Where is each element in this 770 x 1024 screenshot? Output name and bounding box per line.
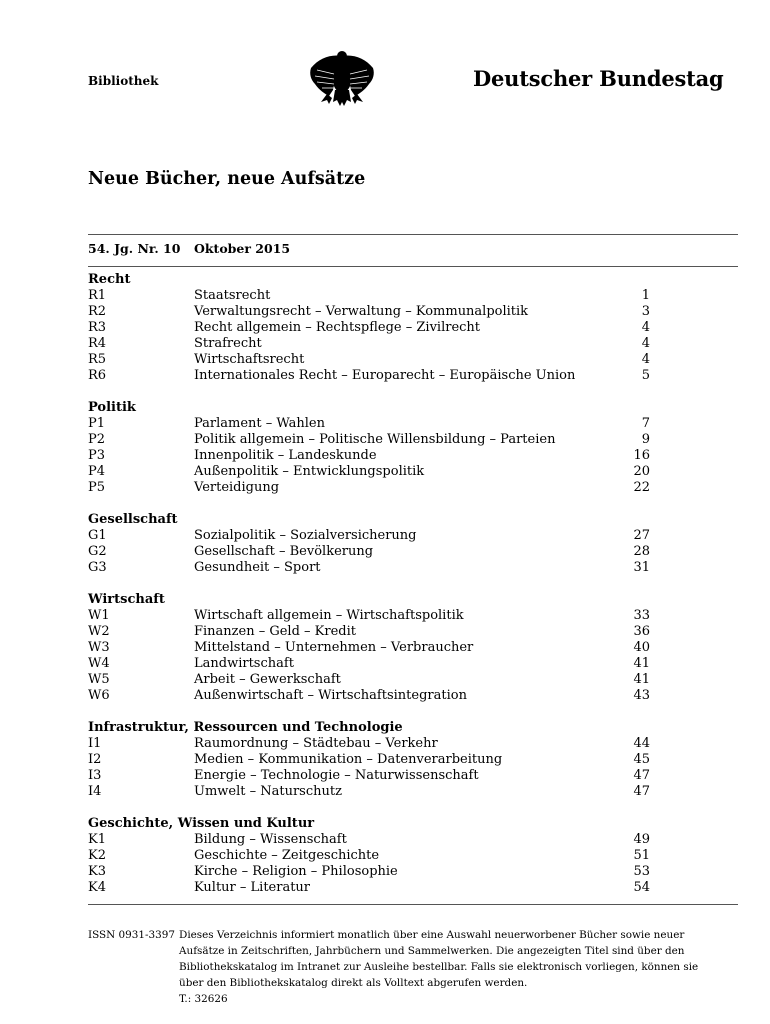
entry-page: 3 (641, 304, 650, 319)
entry-page: 16 (633, 448, 650, 463)
toc-entry (88, 672, 650, 688)
toc-entry (88, 416, 650, 432)
entry-code: I3 (88, 768, 102, 783)
toc-entry (88, 560, 650, 576)
toc-entry (88, 864, 650, 880)
entry-code: W3 (88, 640, 110, 655)
entry-code: W2 (88, 624, 110, 639)
entry-page: 43 (633, 688, 650, 703)
toc-entry (88, 352, 650, 368)
entry-code: W6 (88, 688, 110, 703)
entry-label: Kirche – Religion – Philosophie (194, 864, 398, 879)
entry-code: P1 (88, 416, 106, 431)
toc-entry (88, 528, 650, 544)
entry-page: 22 (633, 480, 650, 495)
entry-label: Arbeit – Gewerkschaft (194, 672, 341, 687)
entry-page: 47 (633, 768, 650, 783)
entry-code: P4 (88, 464, 106, 479)
toc-section (88, 272, 650, 384)
footer-line: T.: 32626 (179, 993, 228, 1005)
entry-page: 4 (641, 352, 650, 367)
entry-page: 4 (641, 336, 650, 351)
entry-code: R6 (88, 368, 107, 383)
toc-entry (88, 544, 650, 560)
entry-code: R1 (88, 288, 107, 303)
entry-code: I1 (88, 736, 102, 751)
entry-code: W4 (88, 656, 110, 671)
toc-entry (88, 624, 650, 640)
entry-page: 33 (633, 608, 650, 623)
entry-code: I2 (88, 752, 102, 767)
entry-page: 41 (633, 672, 650, 687)
toc-entry (88, 608, 650, 624)
entry-label: Umwelt – Naturschutz (194, 784, 342, 799)
toc-entry (88, 480, 650, 496)
section-title: Geschichte, Wissen und Kultur (88, 816, 315, 831)
section-title: Politik (88, 400, 136, 415)
toc-entry (88, 304, 650, 320)
footer-line: Aufsätze in Zeitschriften, Jahrbüchern und Sammelwerken. Die angezeigten Titel sind über den (179, 945, 685, 957)
entry-label: Parlament – Wahlen (194, 416, 325, 431)
entry-page: 54 (633, 880, 650, 895)
toc-entry (88, 880, 650, 896)
entry-code: R2 (88, 304, 107, 319)
entry-label: Wirtschaftsrecht (194, 352, 305, 367)
entry-label: Gesundheit – Sport (194, 560, 321, 575)
toc-entry (88, 464, 650, 480)
toc-entry (88, 288, 650, 304)
entry-code: W5 (88, 672, 110, 687)
entry-page: 1 (641, 288, 650, 303)
entry-label: Geschichte – Zeitgeschichte (194, 848, 380, 863)
entry-label: Wirtschaft allgemein – Wirtschaftspolitik (194, 608, 464, 623)
entry-label: Außenpolitik – Entwicklungspolitik (194, 464, 425, 479)
entry-label: Recht allgemein – Rechtspflege – Zivilrecht (194, 320, 481, 335)
entry-label: Raumordnung – Städtebau – Verkehr (194, 736, 438, 751)
footer-line: Bibliothekskatalog im Intranet zur Ausleihe bestellbar. Falls sie elektronisch vorliegen, können sie (179, 961, 699, 973)
entry-code: K4 (88, 880, 106, 895)
entry-code: G3 (88, 560, 107, 575)
toc-entry (88, 336, 650, 352)
toc-entry (88, 736, 650, 752)
entry-label: Energie – Technologie – Naturwissenschaft (194, 768, 479, 783)
rule-mid (88, 266, 738, 267)
section-title: Infrastruktur, Ressourcen und Technologie (88, 720, 403, 735)
entry-page: 40 (633, 640, 650, 655)
entry-label: Kultur – Literatur (194, 880, 311, 895)
toc-entry (88, 752, 650, 768)
entry-page: 44 (633, 736, 650, 751)
entry-page: 9 (641, 432, 650, 447)
entry-label: Bildung – Wissenschaft (194, 832, 347, 847)
toc-entry (88, 768, 650, 784)
toc-entry (88, 368, 650, 384)
entry-label: Finanzen – Geld – Kredit (194, 624, 356, 639)
entry-code: P3 (88, 448, 106, 463)
entry-page: 28 (633, 544, 650, 559)
entry-page: 27 (633, 528, 650, 543)
footer-line: Dieses Verzeichnis informiert monatlich über eine Auswahl neuerworbener Bücher sowie neuer (179, 929, 685, 941)
toc-entry (88, 448, 650, 464)
entry-label: Innenpolitik – Landeskunde (194, 448, 377, 463)
entry-label: Internationales Recht – Europarecht – Europäische Union (194, 368, 576, 383)
entry-label: Medien – Kommunikation – Datenverarbeitung (194, 752, 503, 767)
section-title: Wirtschaft (88, 592, 165, 607)
toc-entry (88, 320, 650, 336)
entry-code: K3 (88, 864, 106, 879)
toc-entry (88, 432, 650, 448)
toc-entry (88, 688, 650, 704)
entry-code: R3 (88, 320, 107, 335)
entry-label: Verteidigung (194, 480, 280, 495)
entry-page: 51 (633, 848, 650, 863)
section-title: Recht (88, 272, 131, 287)
entry-code: P5 (88, 480, 106, 495)
entry-page: 31 (633, 560, 650, 575)
entry-label: Außenwirtschaft – Wirtschaftsintegration (194, 688, 467, 703)
entry-label: Staatsrecht (194, 288, 271, 303)
issue-date: Oktober 2015 (194, 241, 291, 256)
organization-name: Deutscher Bundestag (473, 66, 724, 91)
entry-page: 47 (633, 784, 650, 799)
footer-line: über den Bibliothekskatalog direkt als Volltext abgerufen werden. (179, 977, 528, 989)
entry-page: 36 (633, 624, 650, 639)
entry-code: K1 (88, 832, 106, 847)
entry-label: Strafrecht (194, 336, 262, 351)
entry-code: R4 (88, 336, 107, 351)
entry-code: K2 (88, 848, 106, 863)
issn: ISSN 0931-3397 (88, 929, 175, 941)
entry-page: 5 (641, 368, 650, 383)
issue-number: 54. Jg. Nr. 10 (88, 241, 181, 256)
entry-code: P2 (88, 432, 106, 447)
rule-top (88, 234, 738, 235)
entry-label: Sozialpolitik – Sozialversicherung (194, 528, 417, 543)
entry-code: G1 (88, 528, 107, 543)
toc-section (88, 512, 650, 576)
toc-section (88, 816, 650, 896)
entry-code: I4 (88, 784, 102, 799)
toc-section (88, 592, 650, 704)
entry-page: 7 (641, 416, 650, 431)
toc-section (88, 720, 650, 800)
entry-page: 49 (633, 832, 650, 847)
entry-page: 20 (633, 464, 650, 479)
table-of-contents (88, 272, 650, 912)
toc-entry (88, 848, 650, 864)
toc-entry (88, 832, 650, 848)
library-label: Bibliothek (88, 74, 159, 88)
entry-code: G2 (88, 544, 107, 559)
rule-bottom (88, 904, 738, 905)
entry-label: Politik allgemein – Politische Willensbildung – Parteien (194, 432, 556, 447)
entry-label: Mittelstand – Unternehmen – Verbraucher (194, 640, 474, 655)
entry-code: W1 (88, 608, 110, 623)
toc-entry (88, 640, 650, 656)
entry-label: Landwirtschaft (194, 656, 294, 671)
page-title: Neue Bücher, neue Aufsätze (88, 169, 366, 189)
entry-page: 41 (633, 656, 650, 671)
entry-code: R5 (88, 352, 107, 367)
entry-page: 45 (633, 752, 650, 767)
entry-page: 4 (641, 320, 650, 335)
toc-section (88, 400, 650, 496)
federal-eagle-icon (307, 50, 377, 108)
entry-page: 53 (633, 864, 650, 879)
section-title: Gesellschaft (88, 512, 178, 527)
entry-label: Gesellschaft – Bevölkerung (194, 544, 374, 559)
footer-description (179, 927, 739, 1007)
entry-label: Verwaltungsrecht – Verwaltung – Kommunalpolitik (194, 304, 529, 319)
toc-entry (88, 784, 650, 800)
toc-entry (88, 656, 650, 672)
